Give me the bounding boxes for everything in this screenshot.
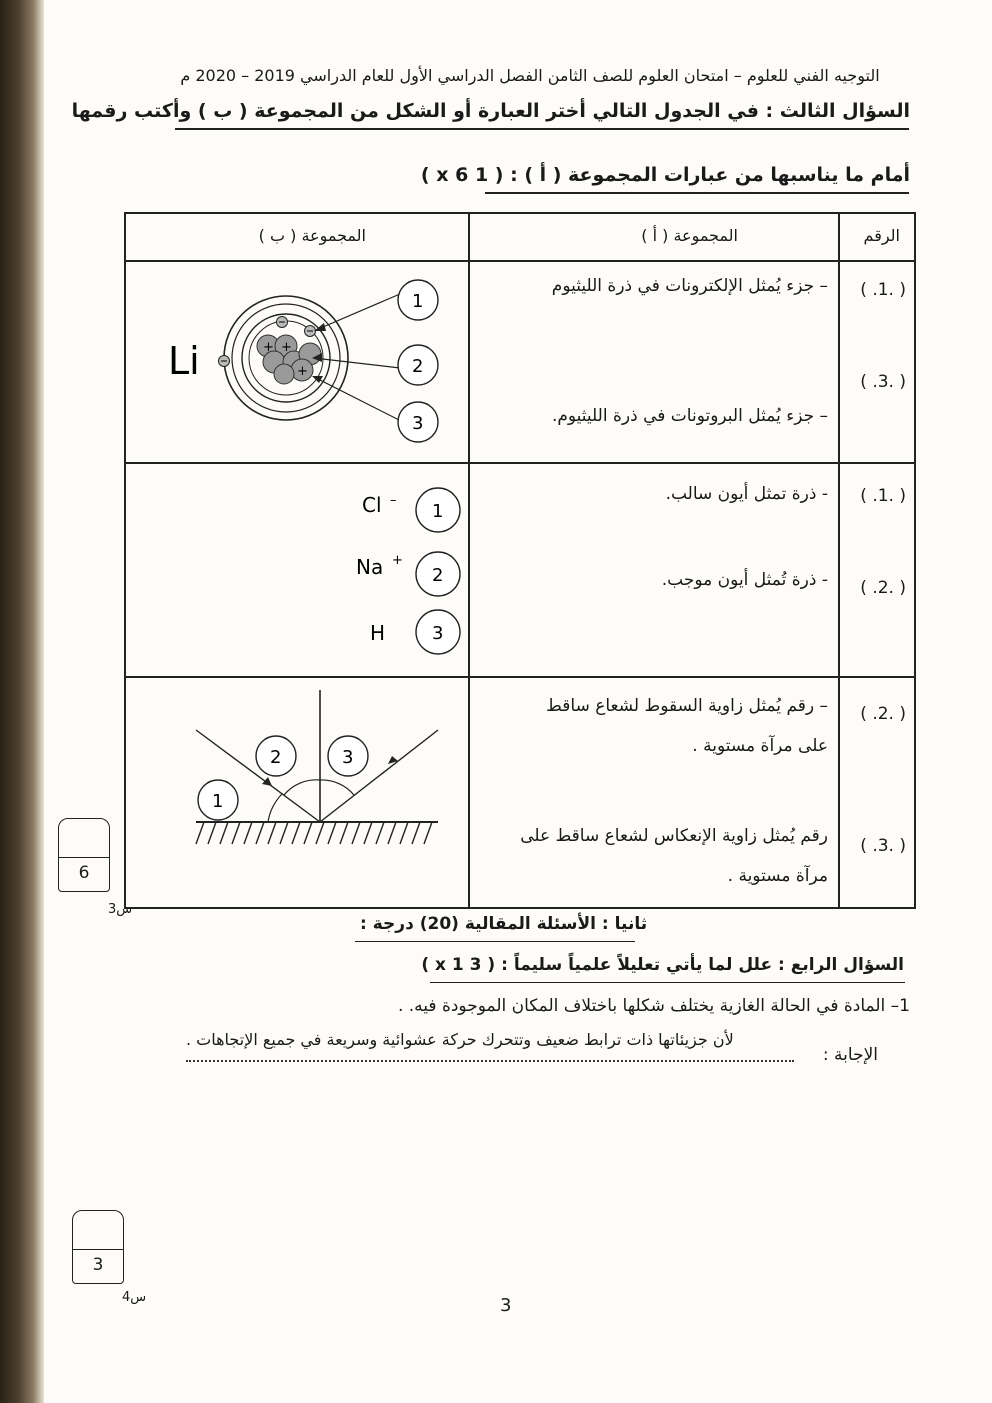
statement-reflection-angle: رقم يُمثل زاوية الإنعكاس لشعاع ساقط على مرآة مستوية . xyxy=(520,826,828,886)
svg-text:+: + xyxy=(263,340,274,355)
question4-underline xyxy=(430,982,905,983)
option-number: 1 xyxy=(432,501,444,522)
statement-negative-ion: - ذرة تمثل أيون سالب. xyxy=(665,484,828,504)
option-number: 2 xyxy=(432,565,444,586)
column-divider xyxy=(838,214,840,907)
mirror-hatching xyxy=(196,822,432,844)
arc-3 xyxy=(320,780,354,795)
element-symbol-li: Li xyxy=(168,339,200,383)
arc-2 xyxy=(284,780,320,795)
label-number: 3 xyxy=(342,747,354,768)
lithium-atom-diagram xyxy=(128,262,466,460)
score-box-q3 xyxy=(58,818,110,892)
column-header-group-b: المجموعة ( ب ) xyxy=(258,226,366,245)
option-symbol: Cl xyxy=(362,493,382,517)
answer-slot: ( .3. ) xyxy=(860,372,906,392)
label-number: 3 xyxy=(412,413,424,434)
title-underline xyxy=(175,128,909,130)
score-value: 6 xyxy=(78,863,90,883)
option-symbol: Na xyxy=(356,555,384,579)
score-label: س3 xyxy=(108,902,133,917)
answer-slot: ( .2. ) xyxy=(860,578,906,598)
svg-text:+: + xyxy=(297,364,308,379)
pointer-arrows xyxy=(312,294,403,422)
row-divider xyxy=(126,676,914,678)
svg-text:+: + xyxy=(281,340,292,355)
mirror-reflection-diagram xyxy=(176,682,456,862)
arc-1 xyxy=(268,794,282,822)
page-edge-shadow xyxy=(0,0,44,1403)
incident-arrowhead xyxy=(262,777,272,786)
column-header-group-a: المجموعة ( أ ) xyxy=(641,226,738,245)
statement-protons: – جزء يُمثل البروتونات في ذرة الليثيوم. xyxy=(551,406,828,426)
nucleus xyxy=(257,335,321,384)
exam-header: التوجيه الفني للعلوم – امتحان العلوم للصف الثامن الفصل الدراسي الأول للعام الدراسي 2019 – 2020 م xyxy=(180,66,880,85)
score-value: 3 xyxy=(92,1255,104,1275)
column-divider xyxy=(468,214,470,907)
question3-title: السؤال الثالث : في الجدول التالي أختر العبارة أو الشكل من المجموعة ( ب ) وأكتب رقمها xyxy=(71,100,910,122)
column-header-number: الرقم xyxy=(863,226,900,245)
subtitle-underline xyxy=(485,192,909,194)
answer-line xyxy=(186,1060,794,1062)
score-box-divider xyxy=(73,1249,123,1250)
question4-item-1: 1– المادة في الحالة الغازية يختلف شكلها باختلاف المكان الموجودة فيه. . xyxy=(397,996,910,1016)
label-number: 2 xyxy=(412,356,424,377)
question4-title: السؤال الرابع : علل لما يأتي تعليلاً علمياً سليماً : ( 3 x 1 ) xyxy=(421,955,904,975)
answer-slot: ( .3. ) xyxy=(860,836,906,856)
label-number: 1 xyxy=(212,791,224,812)
option-charge: + xyxy=(392,553,403,568)
section-two-title: ثانيا : الأسئلة المقالية (20) درجة : xyxy=(360,914,648,934)
score-box-divider xyxy=(59,857,109,858)
page-number: 3 xyxy=(500,1295,512,1316)
score-box-q4 xyxy=(72,1210,124,1284)
option-number: 3 xyxy=(432,623,444,644)
row-divider xyxy=(126,462,914,464)
matching-table xyxy=(124,212,916,909)
answer-text: لأن جزيئاتها ذات ترابط ضعيف وتتحرك حركة عشوائية وسريعة في جميع الإتجاهات . xyxy=(186,1030,734,1049)
option-symbol: H xyxy=(370,621,386,645)
score-label: س4 xyxy=(122,1290,147,1305)
answer-slot: ( .1. ) xyxy=(860,486,906,506)
statement-electrons: – جزء يُمثل الإلكترونات في ذرة الليثيوم xyxy=(551,276,828,296)
option-charge: – xyxy=(390,493,397,508)
section-two-underline xyxy=(355,941,635,942)
statement-positive-ion: - ذرة تُمثل أيون موجب. xyxy=(661,570,828,590)
statement-incidence-angle: – رقم يُمثل زاوية السقوط لشعاع ساقط على مرآة مستوية . xyxy=(546,696,828,756)
answer-label: الإجابة : xyxy=(822,1045,878,1065)
question3-subtitle: أمام ما يناسبها من عبارات المجموعة ( أ ) : ( 1 x 6 ) xyxy=(420,164,910,186)
label-number: 2 xyxy=(270,747,282,768)
answer-slot: ( .2. ) xyxy=(860,704,906,724)
label-number: 1 xyxy=(412,291,424,312)
ion-options xyxy=(326,476,466,664)
answer-slot: ( .1. ) xyxy=(860,280,906,300)
